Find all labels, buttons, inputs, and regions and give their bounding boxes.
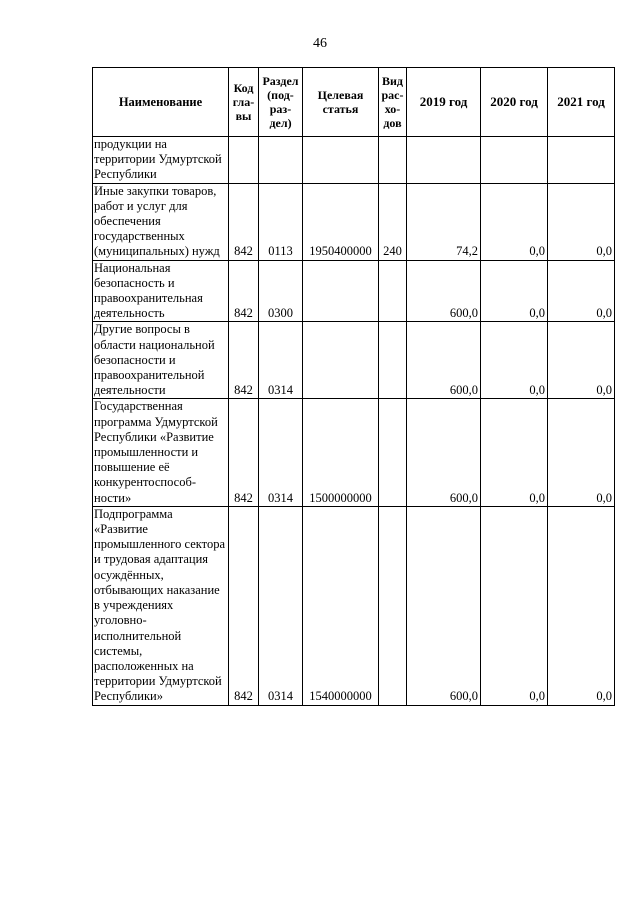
header-2021: 2021 год [548, 68, 615, 137]
row-expense-type [379, 137, 407, 184]
table-row [93, 183, 615, 260]
table-header-row [93, 68, 615, 137]
row-expense-type [379, 399, 407, 506]
row-target-article: 1500000000 [303, 399, 379, 506]
row-name: Иные закупки товаров, работ и услуг для обеспечения государственных (муниципальных) нужд [93, 183, 229, 260]
row-2020: 0,0 [481, 183, 548, 260]
header-2019: 2019 год [407, 68, 481, 137]
row-2020: 0,0 [481, 506, 548, 705]
row-2019 [407, 137, 481, 184]
row-name: Другие вопросы в области национальной безопасности и правоохранительной деятельности [93, 322, 229, 399]
row-2019: 600,0 [407, 399, 481, 506]
row-2021: 0,0 [548, 260, 615, 322]
row-ministry-code: 842 [229, 399, 259, 506]
row-2020: 0,0 [481, 399, 548, 506]
row-target-article [303, 322, 379, 399]
row-ministry-code: 842 [229, 322, 259, 399]
header-section: Раздел (под- раз- дел) [259, 68, 303, 137]
row-2020: 0,0 [481, 322, 548, 399]
row-ministry-code: 842 [229, 260, 259, 322]
table-row [93, 260, 615, 322]
row-expense-type [379, 506, 407, 705]
row-ministry-code [229, 137, 259, 184]
row-section: 0314 [259, 506, 303, 705]
row-2019: 600,0 [407, 322, 481, 399]
row-section: 0300 [259, 260, 303, 322]
row-expense-type [379, 260, 407, 322]
row-name: продукции на территории Удмуртской Республики [93, 137, 229, 184]
budget-table [92, 67, 615, 706]
row-2021: 0,0 [548, 322, 615, 399]
table-row [93, 506, 615, 705]
header-target-article: Целевая статья [303, 68, 379, 137]
header-name: Наименование [93, 68, 229, 137]
row-name: Национальная безопасность и правоохранительная деятельность [93, 260, 229, 322]
row-target-article: 1540000000 [303, 506, 379, 705]
row-2021: 0,0 [548, 183, 615, 260]
row-2021: 0,0 [548, 399, 615, 506]
row-section: 0113 [259, 183, 303, 260]
row-2020: 0,0 [481, 260, 548, 322]
row-target-article [303, 137, 379, 184]
page-number: 46 [313, 36, 327, 51]
row-2021 [548, 137, 615, 184]
row-2020 [481, 137, 548, 184]
row-expense-type: 240 [379, 183, 407, 260]
row-section [259, 137, 303, 184]
row-2019: 74,2 [407, 183, 481, 260]
row-2019: 600,0 [407, 506, 481, 705]
row-section: 0314 [259, 399, 303, 506]
row-ministry-code: 842 [229, 506, 259, 705]
row-2021: 0,0 [548, 506, 615, 705]
row-2019: 600,0 [407, 260, 481, 322]
header-ministry-code: Код гла- вы [229, 68, 259, 137]
row-section: 0314 [259, 322, 303, 399]
table-row [93, 137, 615, 184]
table-row [93, 322, 615, 399]
row-target-article: 1950400000 [303, 183, 379, 260]
header-expense-type: Вид рас- хо- дов [379, 68, 407, 137]
header-2020: 2020 год [481, 68, 548, 137]
row-name: Государственная программа Удмуртской Республики «Развитие промышленности и повышение её конкурентоспособ- ности» [93, 399, 229, 506]
row-expense-type [379, 322, 407, 399]
table-row [93, 399, 615, 506]
row-target-article [303, 260, 379, 322]
row-name: Подпрограмма «Развитие промышленного сектора и трудовая адаптация осуждённых, отбывающих наказание в учреждениях уголовно- исполнительной системы, расположенных на территории Удмуртской Республики» [93, 506, 229, 705]
row-ministry-code: 842 [229, 183, 259, 260]
